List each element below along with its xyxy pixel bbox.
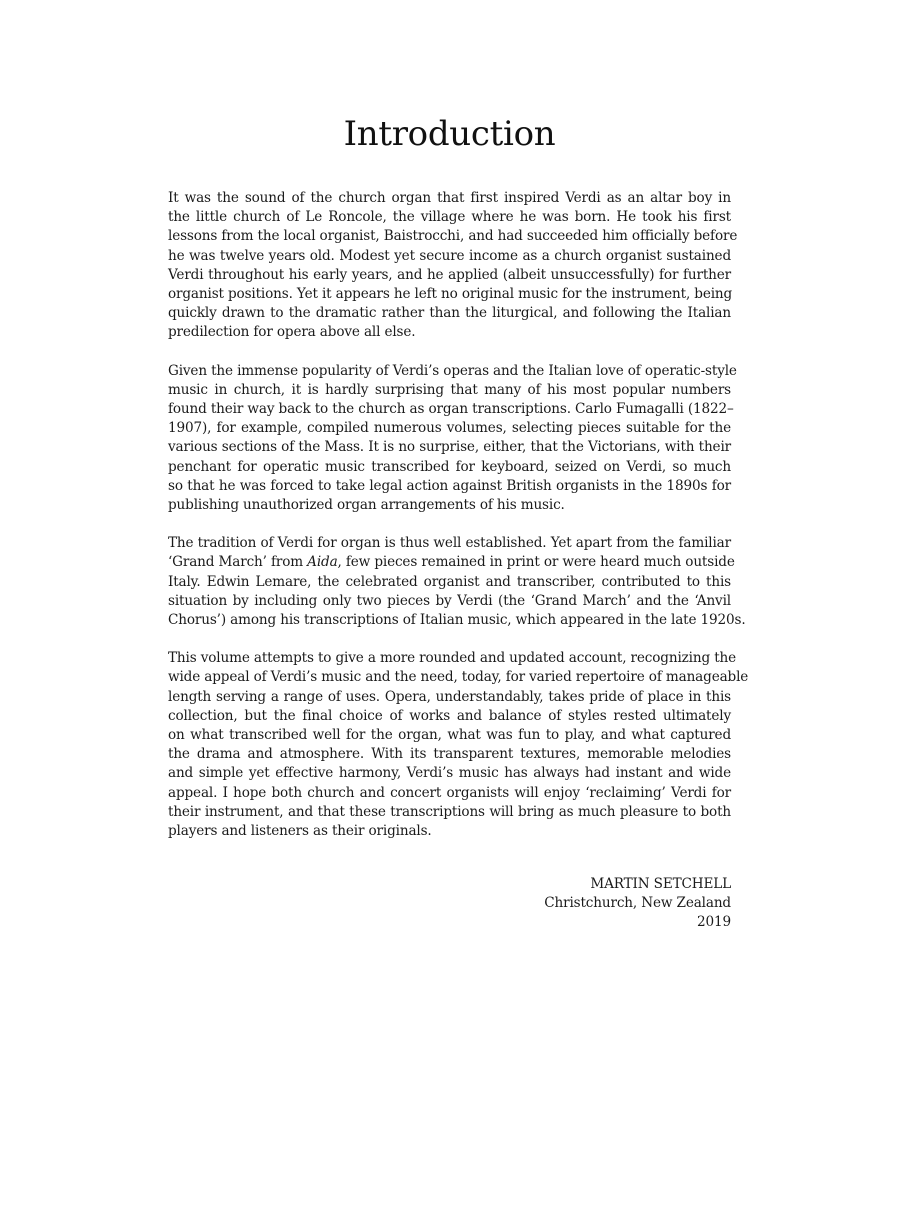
- text-line: It was the sound of the church organ that first inspired Verdi as an altar boy in: [168, 190, 731, 206]
- paragraph-4: [168, 649, 749, 841]
- text-line: so that he was forced to take legal action against British organists in the 1890s for: [168, 477, 731, 494]
- text-line: he was twelve years old. Modest yet secure income as a church organist sustained: [168, 247, 731, 264]
- text-line: predilection for opera above all else.: [168, 324, 416, 341]
- author-name: MARTIN SETCHELL: [590, 876, 731, 892]
- text-line: and simple yet effective harmony, Verdi’s music has always had instant and wide: [168, 765, 731, 782]
- text-line: organist positions. Yet it appears he left no original music for the instrument, being: [168, 286, 733, 303]
- text-line: wide appeal of Verdi’s music and the need, today, for varied repertoire of manageable: [168, 669, 749, 686]
- text-segment: , few pieces remained in print or were heard much outside: [337, 554, 735, 571]
- text-line: the drama and atmosphere. With its transparent textures, memorable melodies: [168, 746, 731, 763]
- text-line: players and listeners as their originals.: [168, 823, 432, 840]
- text-line: on what transcribed well for the organ, what was fun to play, and what captured: [168, 727, 731, 744]
- text-line: the little church of Le Roncole, the village where he was born. He took his first: [168, 209, 731, 226]
- author-location: Christchurch, New Zealand: [544, 895, 731, 912]
- text-segment: ‘Grand March’ from: [168, 554, 308, 571]
- text-line: length serving a range of uses. Opera, understandably, takes pride of place in this: [168, 688, 731, 705]
- text-line: Italy. Edwin Lemare, the celebrated organist and transcriber, contributed to this: [168, 573, 731, 590]
- italic-title: Aida: [307, 554, 338, 571]
- text-line: collection, but the final choice of works and balance of styles rested ultimately: [168, 707, 731, 724]
- signature-year: 2019: [697, 914, 731, 931]
- text-line: Chorus’) among his transcriptions of Italian music, which appeared in the late 1920s.: [168, 612, 746, 629]
- paragraph-3: [168, 534, 746, 630]
- text-line: The tradition of Verdi for organ is thus well established. Yet apart from the familiar: [168, 535, 731, 552]
- page-title: Introduction: [343, 114, 556, 154]
- text-line: situation by including only two pieces by Verdi (the ‘Grand March’ and the ‘Anvil: [168, 592, 731, 609]
- text-line: various sections of the Mass. It is no surprise, either, that the Victorians, with their: [168, 439, 731, 456]
- text-line: penchant for operatic music transcribed for keyboard, seized on Verdi, so much: [168, 458, 731, 475]
- text-line: Given the immense popularity of Verdi’s operas and the Italian love of operatic-style: [168, 362, 737, 379]
- text-line: quickly drawn to the dramatic rather than the liturgical, and following the Italian: [168, 305, 731, 322]
- text-line: [168, 553, 735, 572]
- text-line: their instrument, and that these transcriptions will bring as much pleasure to both: [168, 803, 731, 820]
- text-line: 1907), for example, compiled numerous volumes, selecting pieces suitable for the: [168, 420, 731, 437]
- paragraph-2: [168, 362, 737, 516]
- introduction-body: [168, 189, 749, 860]
- text-line: music in church, it is hardly surprising that many of his most popular numbers: [168, 381, 731, 398]
- text-line: Verdi throughout his early years, and he applied (albeit unsuccessfully) for further: [168, 266, 731, 283]
- signature-block: [168, 875, 731, 933]
- text-line: This volume attempts to give a more rounded and updated account, recognizing the: [168, 650, 737, 667]
- text-line: publishing unauthorized organ arrangements of his music.: [168, 497, 565, 514]
- text-line: found their way back to the church as organ transcriptions. Carlo Fumagalli (1822–: [168, 401, 734, 418]
- text-line: appeal. I hope both church and concert organists will enjoy ‘reclaiming’ Verdi for: [168, 784, 731, 801]
- text-line: lessons from the local organist, Baistrocchi, and had succeeded him officially before: [168, 228, 738, 245]
- paragraph-1: [168, 189, 738, 343]
